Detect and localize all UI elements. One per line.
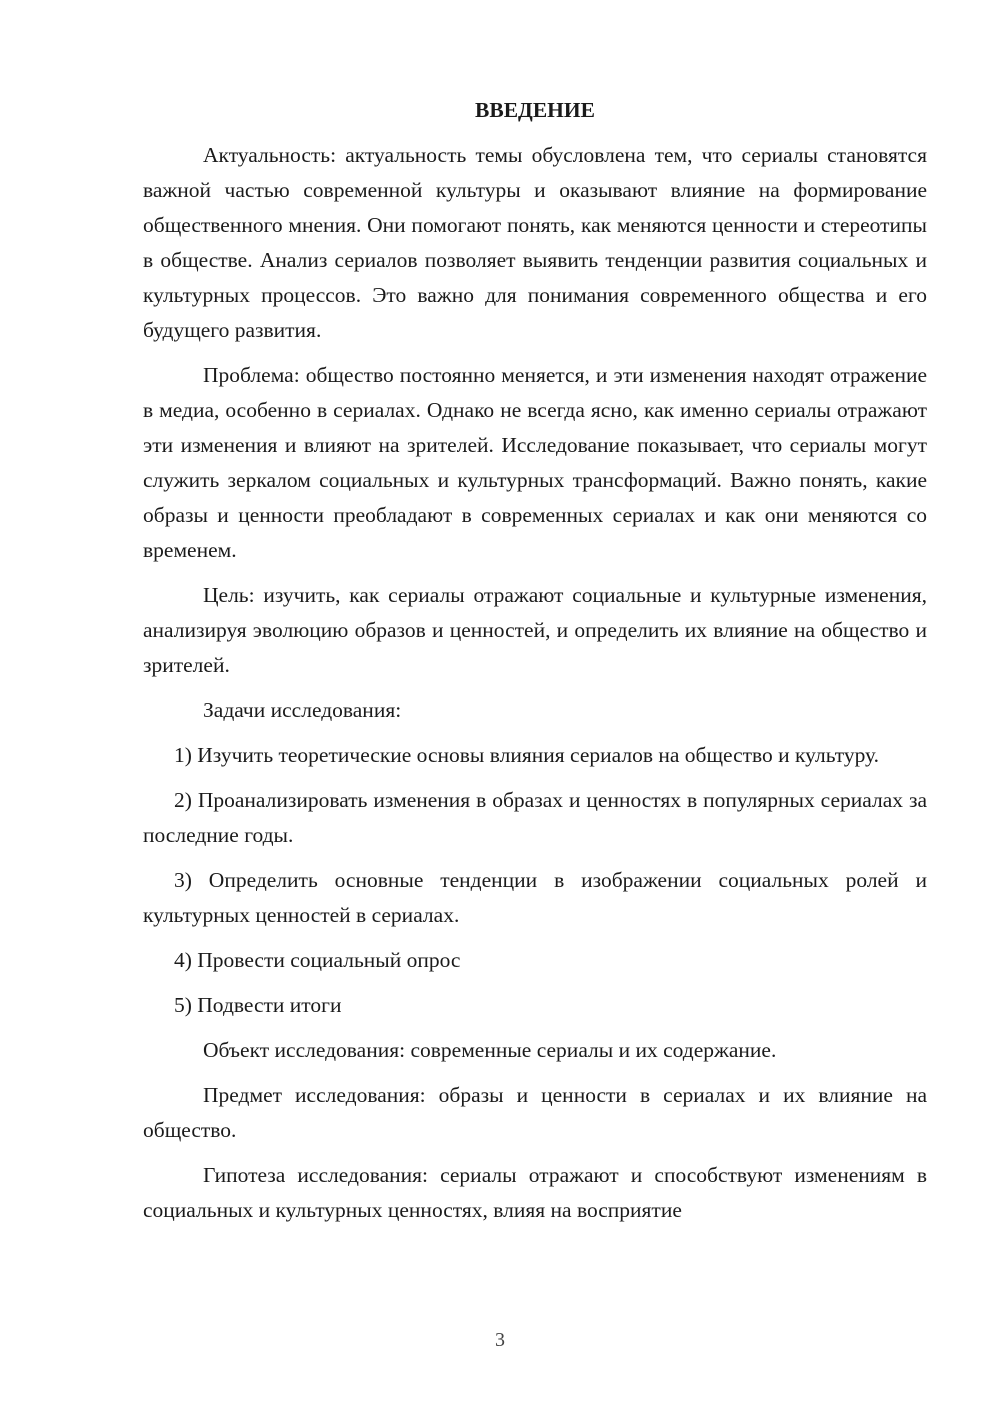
paragraph-subject: Предмет исследования: образы и ценности в сериалах и их влияние на общество. (143, 1083, 927, 1142)
task-item-4: 4) Провести социальный опрос (174, 948, 461, 972)
paragraph-tasks-title: Задачи исследования: (203, 698, 402, 722)
section-heading: ВВЕДЕНИЕ (475, 98, 595, 122)
page-content (143, 93, 927, 1228)
paragraph-relevance: Актуальность: актуальность темы обусловлена тем, что сериалы становятся важной частью современной культуры и оказывают влияние на формирование общественного мнения. Они помогают понять, как меняются ценности и стереотипы в обществе. Анализ сериалов позволяет выявить тенденции развития социальных и культурных процессов. Это важно для понимания современного общества и его будущего развития. (143, 143, 927, 342)
task-item-2: 2) Проанализировать изменения в образах и ценностях в популярных сериалах за последние годы. (143, 788, 927, 847)
task-item-1: 1) Изучить теоретические основы влияния сериалов на общество и культуру. (174, 743, 880, 767)
page-number: 3 (495, 1329, 505, 1351)
paragraph-object: Объект исследования: современные сериалы и их содержание. (203, 1038, 777, 1062)
paragraph-problem: Проблема: общество постоянно меняется, и эти изменения находят отражение в медиа, особенно в сериалах. Однако не всегда ясно, как именно сериалы отражают эти изменения и влияют на зрителей. Исследование показывает, что сериалы могут служить зеркалом социальных и культурных трансформаций. Важно понять, какие образы и ценности преобладают в современных сериалах и как они меняются со временем. (143, 363, 927, 562)
task-item-3: 3) Определить основные тенденции в изображении социальных ролей и культурных ценностей в сериалах. (143, 868, 927, 927)
paragraph-hypothesis: Гипотеза исследования: сериалы отражают и способствуют изменениям в социальных и культурных ценностях, влияя на восприятие (143, 1163, 927, 1222)
paragraph-goal: Цель: изучить, как сериалы отражают социальные и культурные изменения, анализируя эволюцию образов и ценностей, и определить их влияние на общество и зрителей. (143, 583, 927, 677)
task-item-5: 5) Подвести итоги (174, 993, 342, 1017)
